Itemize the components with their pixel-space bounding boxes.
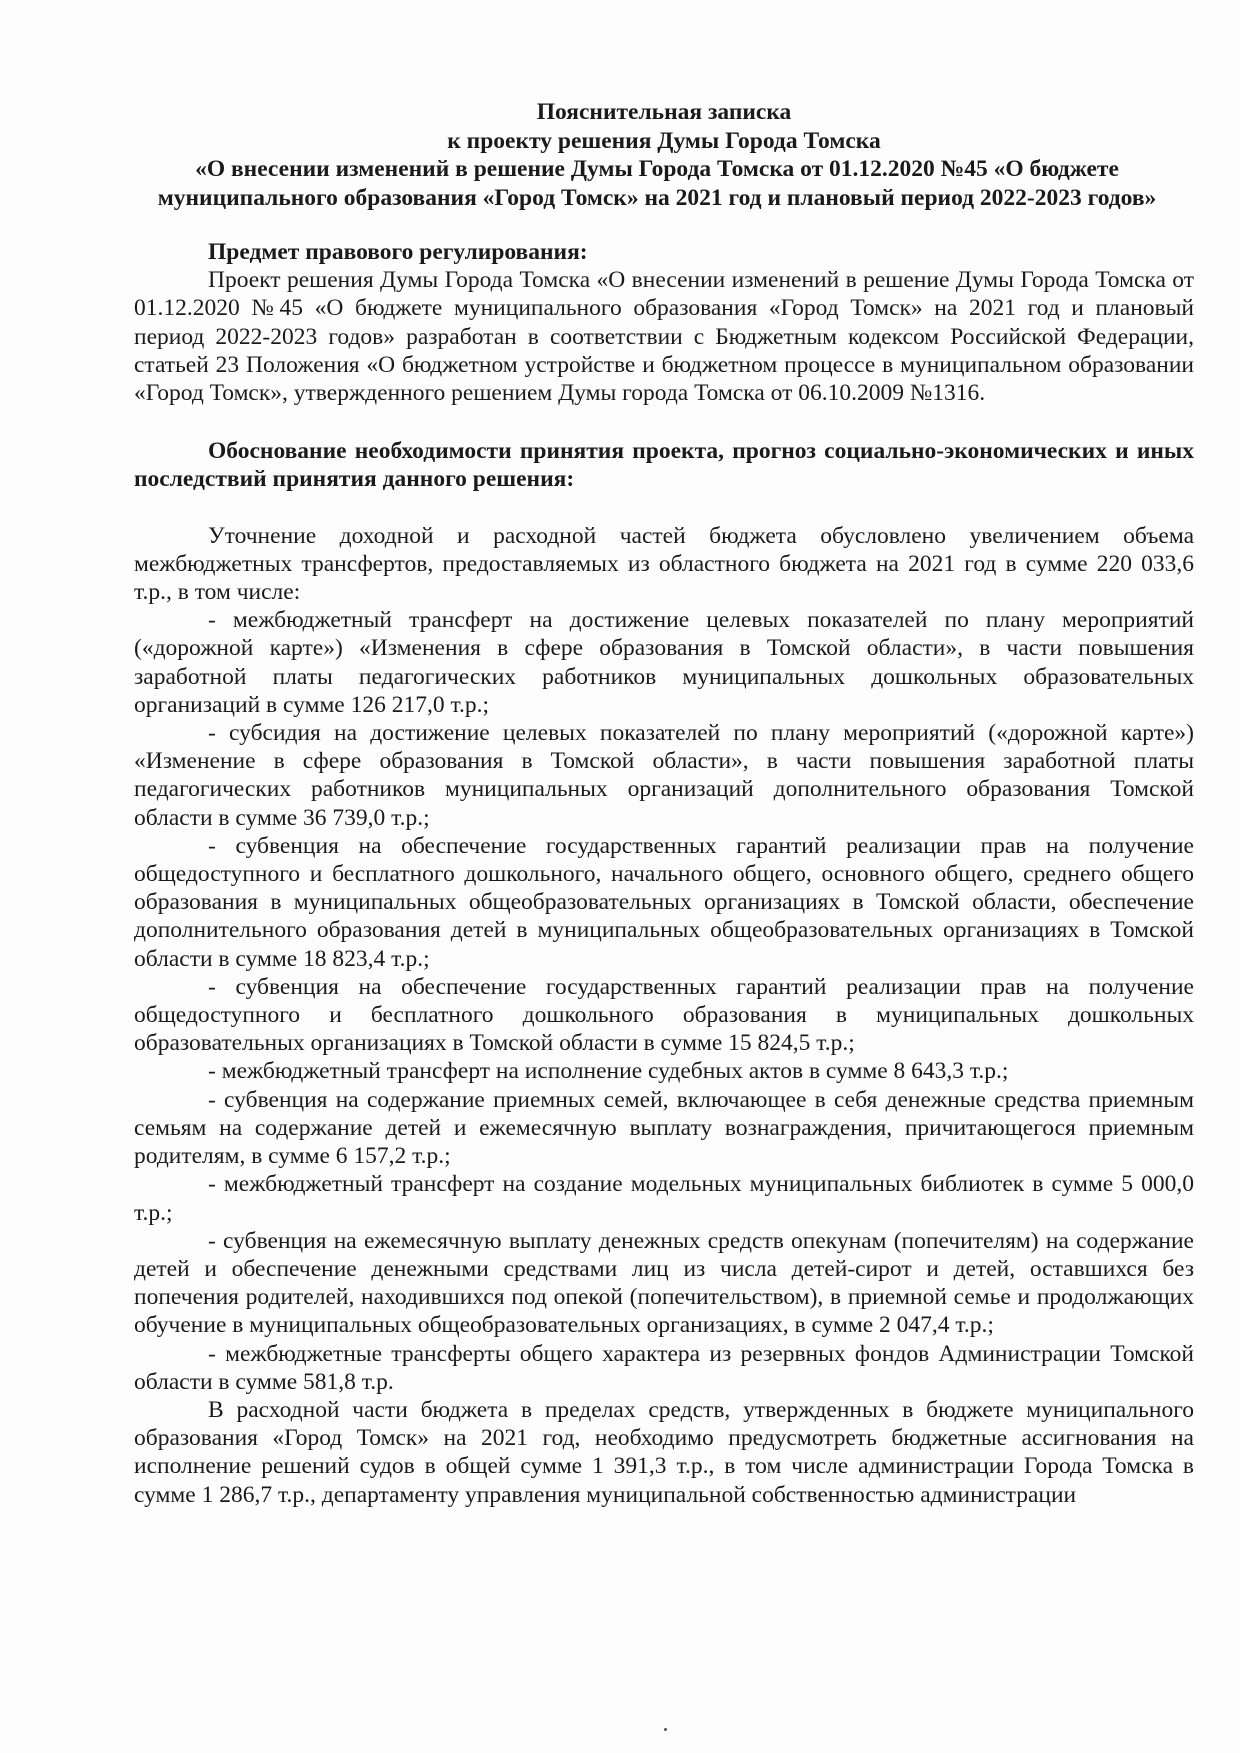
section-text-subject: Проект решения Думы Города Томска «О внесении изменений в решение Думы Города Томска от 01.12.2020 №45 «О бюджете муниципального образования «Город Томск» на 2021 год и плановый период 2022-2023 годов» разработан в соответствии с Бюджетным кодексом Российской Федерации, статьей 23 Положения «О бюджетном устройстве и бюджетном процессе в муниципальном образовании «Город Томск», утвержденного решением Думы города Томска от 06.10.2009 №1316. [134,267,1194,407]
list-item: - субвенция на обеспечение государственных гарантий реализации прав на получение общедоступного и бесплатного дошкольного, начального общего, основного общего, среднего общего образования в муниципальных общеобразовательных организациях в Томской области, обеспечение дополнительного образования детей в муниципальных общеобразовательных организациях в Томской области в сумме 18 823,4 т.р.; [134,832,1194,972]
list-item: - субсидия на достижение целевых показателей по плану мероприятий («дорожной карте») «Изменение в сфере образования в Томской области», в части повышения заработной платы педагогических работников муниципальных организаций дополнительного образования Томской области в сумме 36 739,0 т.р.; [134,720,1194,831]
list-item: - субвенция на ежемесячную выплату денежных средств опекунам (попечителям) на содержание детей и обеспечение денежными средствами лиц из числа детей-сирот и детей, оставшихся без попечения родителей, находившихся под опекой (попечительством), в приемной семье и продолжающих обучение в муниципальных общеобразовательных организациях, в сумме 2 047,4 т.р.; [134,1227,1194,1339]
list-item: - межбюджетный трансферт на создание модельных муниципальных библиотек в сумме 5 000,0 т.р.; [134,1171,1194,1226]
list-item: - межбюджетные трансферты общего характера из резервных фондов Администрации Томской области в сумме 581,8 т.р. [134,1340,1194,1395]
list-item: - субвенция на содержание приемных семей, включающее в себя денежные средства приемным семьям на содержание детей и ежемесячную выплату вознаграждения, причитающегося приемным родителям, в сумме 6 157,2 т.р.; [134,1086,1194,1170]
title-line-3: «О внесении изменений в решение Думы Города Томска от 01.12.2020 №45 «О бюджете муниципального образования «Город Томск» на 2021 год и плановый период 2022-2023 годов» [157,156,1157,211]
scan-speck [664,1728,667,1731]
section-heading-subject: Предмет правового регулирования: [208,239,588,265]
list-item: - субвенция на обеспечение государственных гарантий реализации прав на получение общедоступного и бесплатного дошкольного образования в муниципальных дошкольных образовательных организациях в Томской области в сумме 15 824,5 т.р.; [134,973,1194,1057]
title-line-2: к проекту решения Думы Города Томска [447,127,881,154]
title-line-1: Пояснительная записка [536,99,792,125]
paragraph-closing: В расходной части бюджета в пределах средств, утвержденных в бюджете муниципального образования «Город Томск» на 2021 год, необходимо предусмотреть бюджетные ассигнования на исполнение решений судов в общей сумме 1 391,3 т.р., в том числе администрации Города Томска в сумме 1 286,7 т.р., департаменту управления муниципальной собственностью администрации [134,1396,1194,1508]
section-heading-justification: Обоснование необходимости принятия проекта, прогноз социально-экономических и иных последствий принятия данного решения: [134,438,1194,493]
paragraph-intro: Уточнение доходной и расходной частей бюджета обусловлено увеличением объема межбюджетных трансфертов, предоставляемых из областного бюджета на 2021 год в сумме 220 033,6 т.р., в том числе: [134,522,1194,606]
document-title [134,98,1194,212]
list-item: - межбюджетный трансферт на достижение целевых показателей по плану мероприятий («дорожной карте») «Изменения в сфере образования в Томской области», в части повышения заработной платы педагогических работников муниципальных дошкольных образовательных организаций в сумме 126 217,0 т.р.; [134,607,1194,718]
list-item: - межбюджетный трансферт на исполнение судебных актов в сумме 8 643,3 т.р.; [208,1058,1009,1085]
